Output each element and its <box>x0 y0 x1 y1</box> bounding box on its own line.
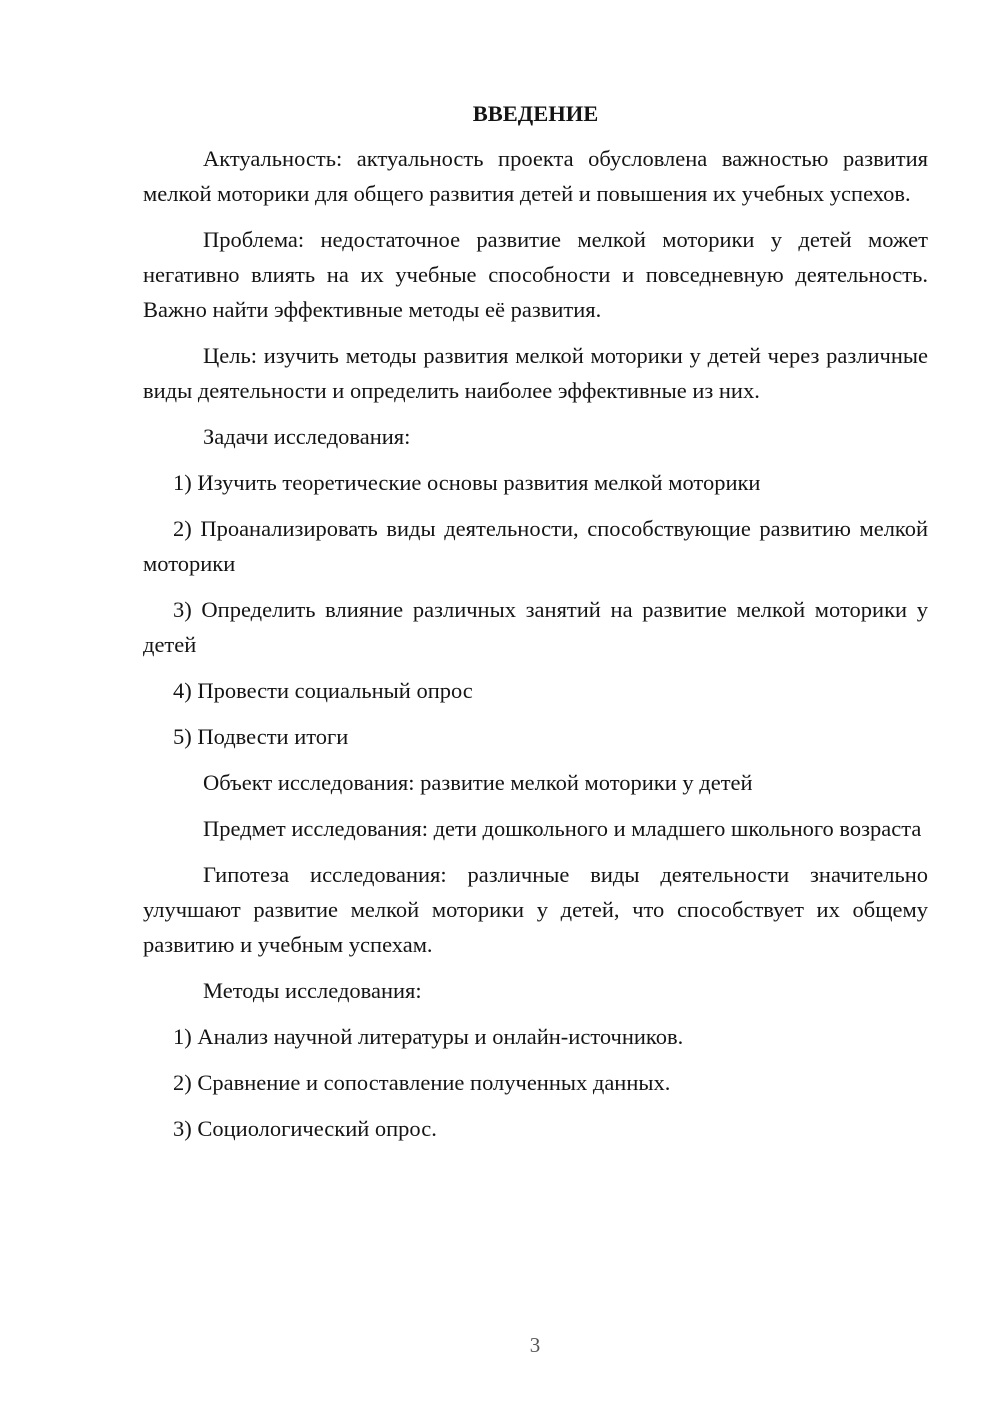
task-item: 3) Определить влияние различных занятий на развитие мелкой моторики у детей <box>143 597 928 657</box>
subject-paragraph: Предмет исследования: дети дошкольного и младшего школьного возраста <box>203 816 922 841</box>
object-paragraph: Объект исследования: развитие мелкой моторики у детей <box>203 770 753 795</box>
method-item: 1) Анализ научной литературы и онлайн-источников. <box>173 1024 684 1049</box>
tasks-heading: Задачи исследования: <box>203 424 411 449</box>
page-number: 3 <box>529 1333 541 1357</box>
problem-paragraph: Проблема: недостаточное развитие мелкой моторики у детей может негативно влиять на их учебные способности и повседневную деятельность. Важно найти эффективные методы её развития. <box>143 227 928 322</box>
method-item: 3) Социологический опрос. <box>173 1116 437 1141</box>
task-item: 5) Подвести итоги <box>173 724 349 749</box>
methods-heading: Методы исследования: <box>203 978 422 1003</box>
method-item: 2) Сравнение и сопоставление полученных данных. <box>173 1070 671 1095</box>
task-item: 2) Проанализировать виды деятельности, способствующие развитию мелкой моторики <box>143 516 928 576</box>
page-content <box>143 96 928 1157</box>
task-item: 1) Изучить теоретические основы развития мелкой моторики <box>173 470 761 495</box>
relevance-paragraph: Актуальность: актуальность проекта обусловлена важностью развития мелкой моторики для общего развития детей и повышения их учебных успехов. <box>143 146 928 206</box>
task-item: 4) Провести социальный опрос <box>173 678 473 703</box>
hypothesis-paragraph: Гипотеза исследования: различные виды деятельности значительно улучшают развитие мелкой моторики у детей, что способствует их общему развитию и учебным успехам. <box>143 862 928 957</box>
section-title: ВВЕДЕНИЕ <box>472 101 599 126</box>
goal-paragraph: Цель: изучить методы развития мелкой моторики у детей через различные виды деятельности и определить наиболее эффективные из них. <box>143 343 928 403</box>
